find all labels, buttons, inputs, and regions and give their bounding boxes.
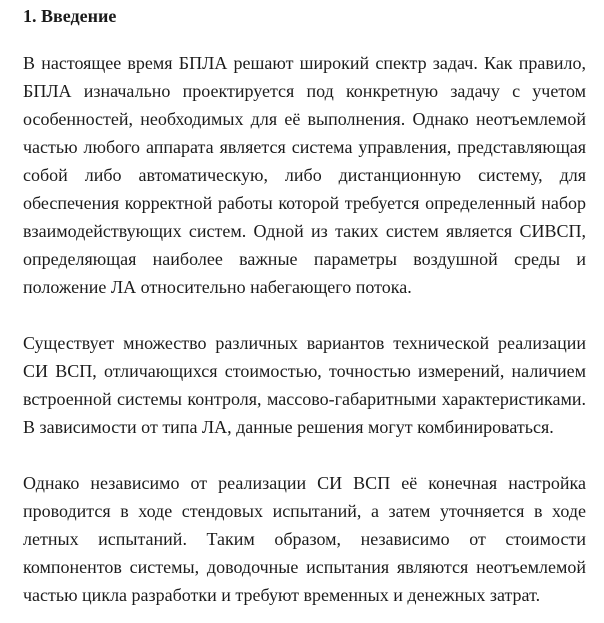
section-heading: 1. Введение	[23, 6, 117, 26]
paragraph-si-vsp-variants: Существует множество различных вариантов технической реализации СИ ВСП, отличающихся стоимостью, точностью измерений, наличием встроенной системы контроля, массово-габаритными характеристиками. В зависимости от типа ЛА, данные решения могут комбинироваться.	[23, 333, 586, 437]
paragraph-testing-costs: Однако независимо от реализации СИ ВСП её конечная настройка проводится в ходе стендовых испытаний, а затем уточняется в ходе летных испытаний. Таким образом, независимо от стоимости компонентов системы, доводочные испытания являются неотъемлемой частью цикла разработки и требуют временных и денежных затрат.	[23, 473, 586, 605]
paragraph-intro-uav-tasks: В настоящее время БПЛА решают широкий спектр задач. Как правило, БПЛА изначально проектируется под конкретную задачу с учетом особенностей, необходимых для её выполнения. Однако неотъемлемой частью любого аппарата является система управления, представляющая собой либо автоматическую, либо дистанционную систему, для обеспечения корректной работы которой требуется определенный набор взаимодействующих систем. Одной из таких систем является СИВСП, определяющая наиболее важные параметры воздушной среды и положение ЛА относительно набегающего потока.	[23, 53, 586, 297]
